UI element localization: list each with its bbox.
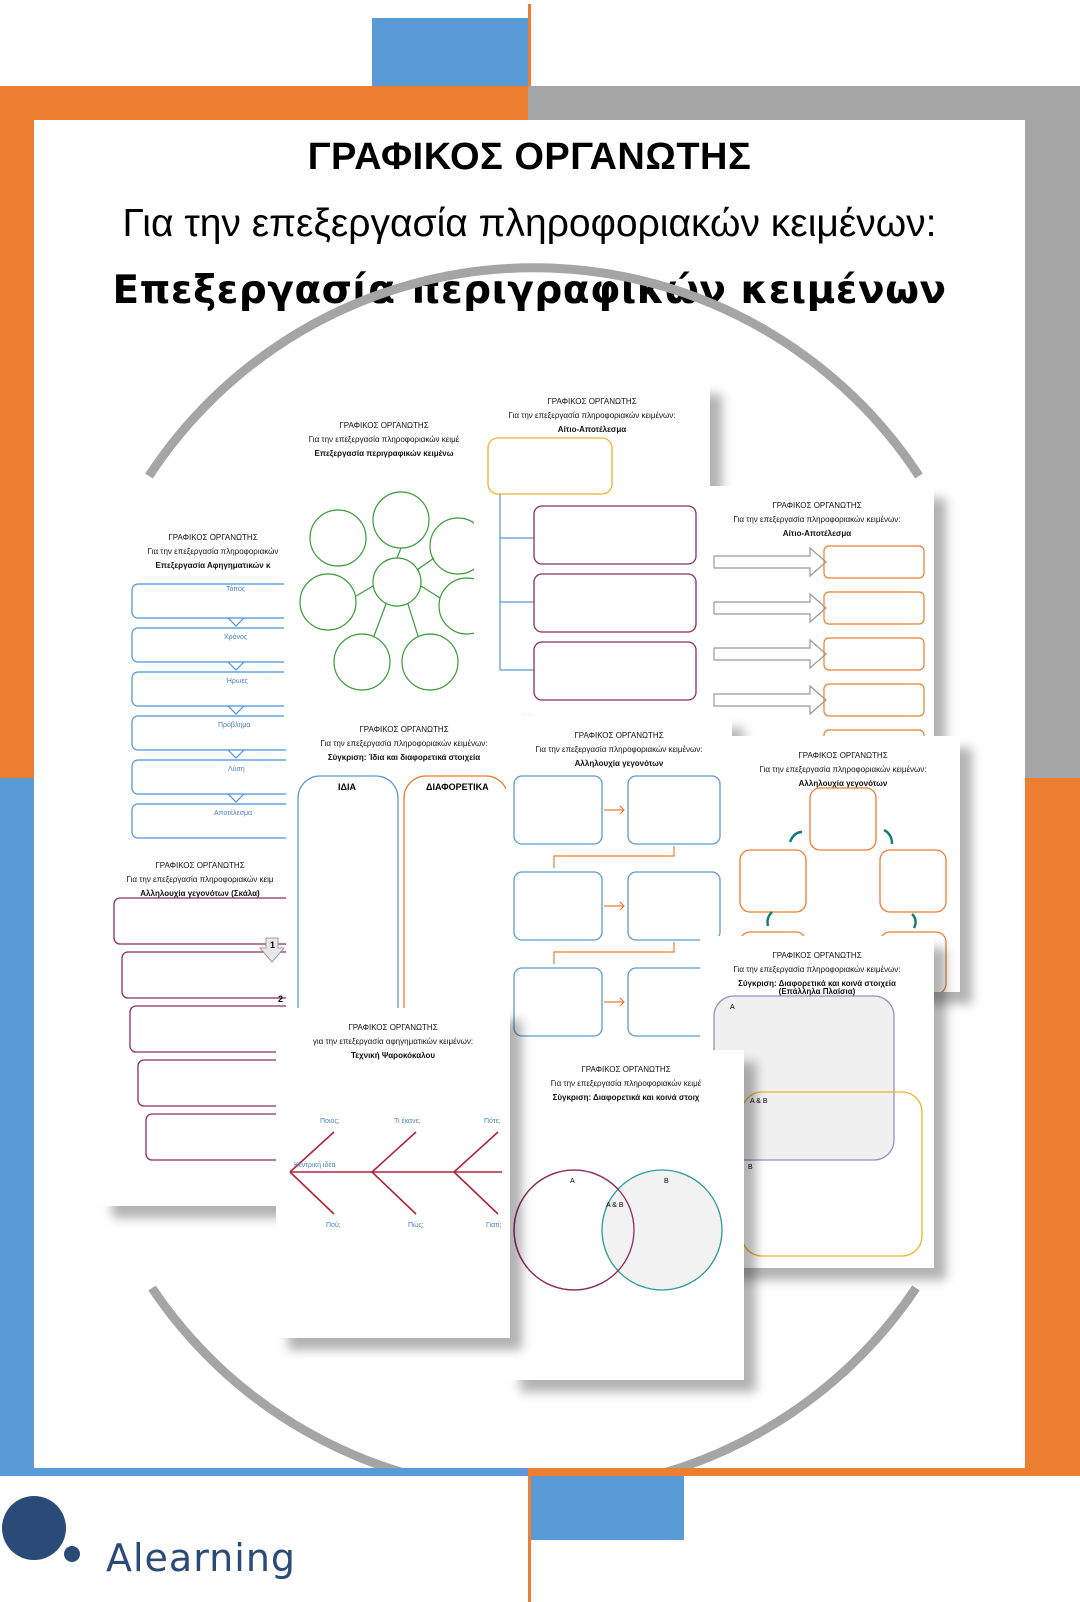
sheet-subtitle: Για την επεξεργασία πληροφοριακών κειμ [126, 875, 274, 884]
descriptive-circles [284, 406, 484, 724]
column-label-different: ΔΙΑΦΟΡΕΤΙΚΑ [426, 782, 489, 792]
fishbone-when: Πότε; [484, 1118, 501, 1125]
sheet-title: ΓΡΑΦΙΚΟΣ ΟΡΓΑΝΩΤΗΣ [168, 533, 258, 542]
step-label: Χρόνος [224, 634, 248, 641]
sheet-heading: Αίτιο-Αποτέλεσμα [557, 425, 627, 434]
sheet-heading: Σύγκριση: Διαφορετικά και κοινά στοιχ [552, 1093, 700, 1102]
label-b: Β [664, 1178, 669, 1185]
sheet-title: ΓΡΑΦΙΚΟΣ ΟΡΓΑΝΩΤΗΣ [348, 1023, 438, 1032]
sheet-ladder [100, 846, 300, 1206]
sheet-heading: Σύγκριση: Διαφορετικά και κοινά στοιχεία [738, 979, 896, 988]
sheet-title: ΓΡΑΦΙΚΟΣ ΟΡΓΑΝΩΤΗΣ [581, 1065, 671, 1074]
sheet-subtitle: Για την επεξεργασία πληροφοριακών κειμένων: [759, 765, 927, 774]
fishbone-lines [276, 1008, 510, 1338]
sheet-title: ΓΡΑΦΙΚΟΣ ΟΡΓΑΝΩΤΗΣ [359, 725, 449, 734]
ladder-boxes [100, 846, 300, 1206]
fishbone-who: Ποιος; [320, 1118, 340, 1125]
sheet-title: ΓΡΑΦΙΚΟΣ ΟΡΓΑΝΩΤΗΣ [772, 501, 862, 510]
alearning-logo-icon [0, 1494, 84, 1564]
label-ab: Α & Β [750, 1098, 768, 1105]
sheet-title: ΓΡΑΦΙΚΟΣ ΟΡΓΑΝΩΤΗΣ [339, 421, 429, 430]
sheet-fishbone [276, 1008, 510, 1338]
gray-bar-right [1025, 120, 1080, 778]
sheet-title: ΓΡΑΦΙΚΟΣ ΟΡΓΑΝΩΤΗΣ [574, 731, 664, 740]
page-subtitle: Για την επεξεργασία πληροφοριακών κειμένων: [122, 202, 937, 245]
sheet-cause-effect [474, 382, 710, 718]
venn-circles [508, 1050, 744, 1380]
blue-bar-bottom [0, 1468, 528, 1476]
sheet-subtitle: Για την επεξεργασία πληροφοριακών [147, 547, 279, 556]
sheet-same-different [286, 710, 522, 1032]
step-number: 2 [278, 994, 284, 1004]
page-title: ΓΡΑΦΙΚΟΣ ΟΡΓΑΝΩΤΗΣ [307, 136, 752, 178]
fishbone-where: Πού; [326, 1222, 341, 1229]
blue-block-top [372, 18, 528, 86]
blue-bar-left [0, 778, 34, 1468]
orange-bar-left [0, 120, 34, 778]
sheet-subtitle: Για την επεξεργασία πληροφοριακών κειμένων: [508, 411, 676, 420]
label-b: Β [748, 1164, 753, 1171]
sheet-subtitle: Για την επεξεργασία πληροφοριακών κειμένων: [733, 515, 901, 524]
orange-bar-right [1025, 778, 1080, 1468]
sheet-heading: Αλληλουχία γεγονότων [798, 779, 888, 788]
gray-bar-top [528, 86, 1080, 120]
page-heading: Επεξεργασία περιγραφικών κειμένων [112, 268, 947, 313]
fishbone-why: Γιατί; [486, 1222, 502, 1229]
fishbone-what: Τι έκανε; [394, 1118, 421, 1125]
same-different-columns [286, 710, 522, 1032]
orange-bar-top [0, 86, 528, 120]
orange-line-top [528, 4, 531, 86]
fishbone-main-idea: Κεντρική ιδέα [294, 1162, 336, 1169]
sheet-title: ΓΡΑΦΙΚΟΣ ΟΡΓΑΝΩΤΗΣ [547, 397, 637, 406]
sheet-heading: Επεξεργασία περιγραφικών κειμένω [314, 449, 454, 458]
sheet-title: ΓΡΑΦΙΚΟΣ ΟΡΓΑΝΩΤΗΣ [798, 751, 888, 760]
sheet-heading: Αλληλουχία γεγονότων (Σκάλα) [140, 889, 260, 898]
narrative-boxes [118, 518, 308, 848]
blue-block-bottom [528, 1476, 684, 1540]
sheet-title: ΓΡΑΦΙΚΟΣ ΟΡΓΑΝΩΤΗΣ [155, 861, 245, 870]
sheet-subtitle: Για την επεξεργασία πληροφοριακών κειμέ [308, 435, 460, 444]
orange-line-bottom [528, 1476, 531, 1602]
sheet-heading-2: (Επάλληλα Πλαίσια) [778, 987, 856, 996]
sheet-subtitle: Για την επεξεργασία πληροφοριακών κειμένων: [535, 745, 703, 754]
sheet-heading: Σύγκριση: Ίδια και διαφορετικά στοιχεία [327, 753, 481, 762]
sheet-heading: Τεχνική Ψαροκόκαλου [350, 1051, 436, 1060]
step-label: Λύση [228, 766, 245, 773]
sheet-subtitle: Για την επεξεργασία πληροφοριακών κειμέ [550, 1079, 702, 1088]
content-panel [34, 120, 1025, 1468]
column-label-same: ΙΔΙΑ [338, 782, 356, 792]
label-a: Α [570, 1178, 575, 1185]
sheet-venn [508, 1050, 744, 1380]
sheet-heading: Αλληλουχία γεγονότων [574, 759, 664, 768]
sheet-subtitle: Για την επεξεργασία πληροφοριακών κειμένων: [733, 965, 901, 974]
sheet-sequence [506, 716, 732, 1052]
sheet-title: ΓΡΑΦΙΚΟΣ ΟΡΓΑΝΩΤΗΣ [772, 951, 862, 960]
sheet-cause-effect-arrows [700, 486, 934, 754]
sheet-subtitle: για την επεξεργασία αφηγηματικών κειμένων: [312, 1037, 474, 1046]
step-label: Ήρωες [226, 678, 248, 685]
sheet-subtitle: Για την επεξεργασία πληροφοριακών κειμένων: [320, 739, 488, 748]
arrow-rows [700, 486, 934, 754]
orange-bar-bottom [528, 1468, 1080, 1476]
cause-effect-boxes [474, 382, 710, 718]
label-ab: Α & Β [606, 1202, 624, 1209]
step-number: 1 [270, 940, 276, 950]
sheet-descriptive [284, 406, 484, 724]
sheet-heading: Αίτιο-Αποτέλεσμα [782, 529, 852, 538]
label-a: Α [730, 1004, 735, 1011]
step-label: Τόπος [226, 586, 246, 593]
sheet-narrative [118, 518, 308, 848]
step-label: Αποτέλεσμα [214, 810, 253, 817]
sheet-heading: Επεξεργασία Αφηγηματικών κ [155, 561, 271, 570]
sequence-boxes [506, 716, 732, 1052]
logo-text: Alearning [106, 1536, 297, 1580]
step-label: Πρόβλημα [218, 722, 251, 729]
fishbone-how: Πώς; [408, 1222, 424, 1229]
